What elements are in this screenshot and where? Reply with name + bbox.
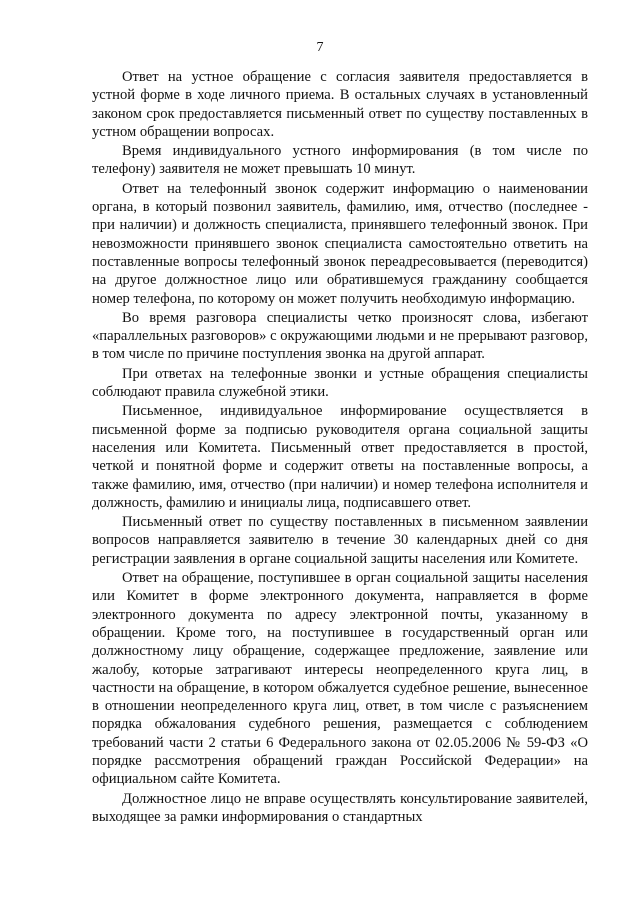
page-number: 7 bbox=[316, 40, 324, 55]
paragraph-phone-response: Ответ на телефонный звонок содержит информацию о наименовании органа, в который позвонил заявитель, фамилию, имя, отчество (последнее - при наличии) и должность специалиста, принявшего телефонный звонок. При невозможности принявшего звонок специалиста самостоятельно ответить на поставленные вопросы телефонный звонок переадресовывается (переводится) на другое должностное лицо или обратившемуся гражданину сообщается номер телефона, по которому он может получить необходимую информацию. bbox=[92, 180, 588, 307]
paragraph-official-restriction: Должностное лицо не вправе осуществлять консультирование заявителей, выходящее за рамки информирования о стандартных bbox=[92, 790, 588, 825]
paragraph-written-deadline: Письменный ответ по существу поставленных в письменном заявлении вопросов направляется заявителю в течение 30 календарных дней со дня регистрации заявления в органе социальной защиты населения или Комитете. bbox=[92, 514, 588, 567]
paragraph-consultation-time: Время индивидуального устного информирования (в том числе по телефону) заявителя не может превышать 10 минут. bbox=[92, 143, 588, 178]
paragraph-ethics: При ответах на телефонные звонки и устные обращения специалисты соблюдают правила служебной этики. bbox=[92, 365, 588, 401]
paragraph-written-informing: Письменное, индивидуальное информирование осуществляется в письменной форме за подписью руководителя органа социальной защиты населения или Комитета. Письменный ответ предоставляется в простой, четкой и понятной форме и содержит ответы на поставленные вопросы, а также фамилию, имя, отчество (при наличии) и номер телефона исполнителя и должность, фамилию и инициалы лица, подписавшего ответ. bbox=[92, 403, 588, 511]
paragraph-conversation-rules: Во время разговора специалисты четко произносят слова, избегают «параллельных разговоров» с окружающими людьми и не прерывают разговор, в том числе по причине поступления звонка на другой аппарат. bbox=[92, 309, 588, 363]
paragraph-oral-response: Ответ на устное обращение с согласия заявителя предоставляется в устной форме в ходе личного приема. В остальных случаях в установленный законом срок предоставляется письменный ответ по существу поставленных в устном обращении вопросах. bbox=[92, 69, 588, 140]
document-body bbox=[92, 68, 588, 826]
paragraph-electronic-response: Ответ на обращение, поступившее в орган социальной защиты населения или Комитет в форме электронного документа, направляется в форме электронного документа по адресу электронной почты, указанному в обращении. Кроме того, на поступившее в государственный орган или должностному лицу обращение, содержащее предложение, заявление или жалобу, которые затрагивают интересы неопределенного круга лиц, в частности на обращение, в котором обжалуется судебное решение, вынесенное в отношении неопределенного круга лиц, ответ, в том числе с разъяснением порядка обжалования судебного решения, размещается с соблюдением требований части 2 статьи 6 Федерального закона от 02.05.2006 № 59-ФЗ «О порядке рассмотрения обращений граждан Российской Федерации» на официальном сайте Комитета. bbox=[92, 570, 588, 788]
